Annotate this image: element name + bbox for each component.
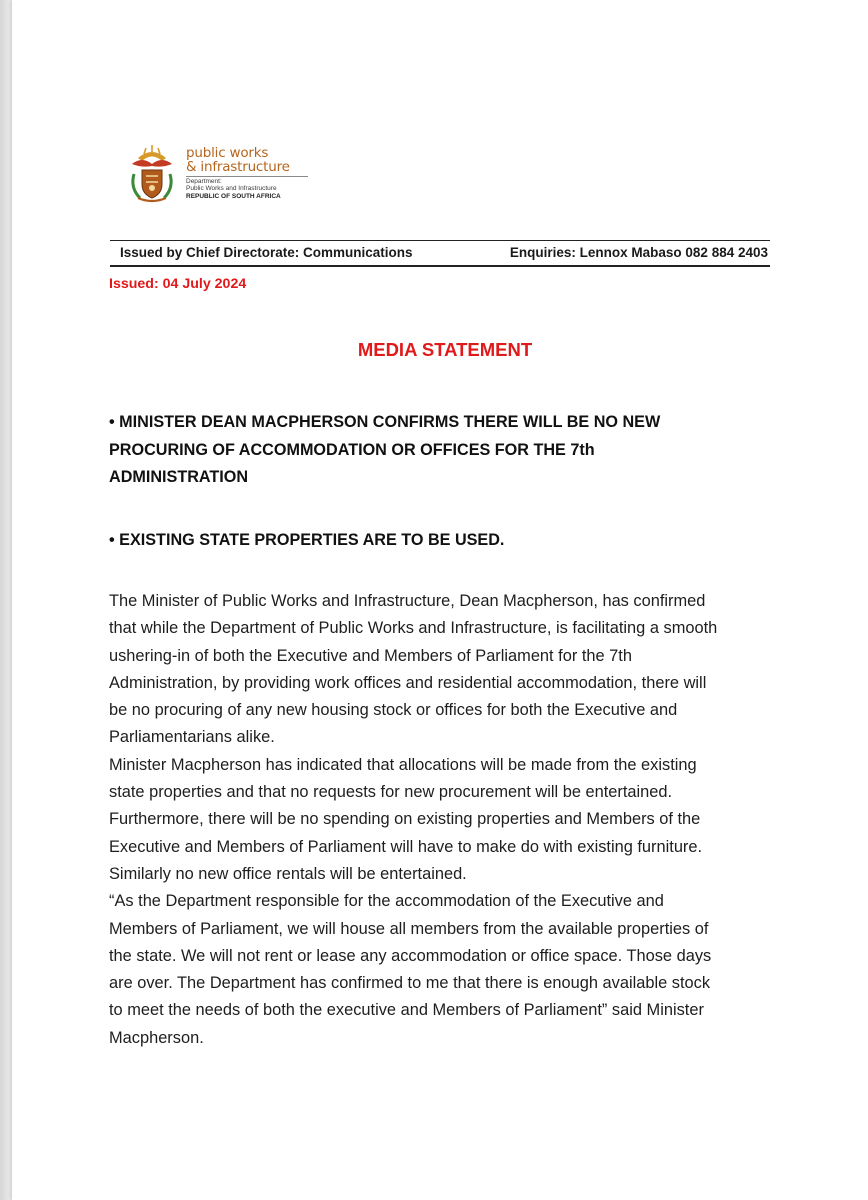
headline-bullet-1: [109, 409, 749, 492]
body-line: to meet the needs of both the executive and Members of Parliament” said Minister: [109, 1001, 704, 1020]
body-line: ushering-in of both the Executive and Members of Parliament for the 7th: [109, 646, 632, 665]
body-line: that while the Department of Public Works and Infrastructure, is facilitating a smooth: [109, 619, 718, 638]
logo-department-text: [186, 178, 281, 200]
body-line: Administration, by providing work offices and residential accommodation, there will: [109, 673, 707, 692]
document-title: MEDIA STATEMENT: [357, 339, 533, 360]
bullet-1-line: PROCURING OF ACCOMMODATION OR OFFICES FOR THE 7th: [109, 440, 595, 459]
department-logo: [124, 136, 334, 208]
coat-of-arms-icon: [124, 144, 180, 204]
body-line: state properties and that no requests for new procurement will be entertained.: [109, 783, 673, 802]
enquiries-text: Enquiries: Lennox Mabaso 082 884 2403: [509, 245, 768, 260]
issued-bar: [110, 240, 770, 267]
body-line: be no procuring of any new housing stock or offices for both the Executive and: [109, 701, 678, 720]
headline-bullet-2: [109, 527, 749, 555]
body-line: are over. The Department has confirmed to me that there is enough available stock: [109, 974, 711, 993]
body-line: “As the Department responsible for the accommodation of the Executive and: [109, 892, 664, 911]
logo-wordmark: [186, 146, 290, 174]
logo-dept-line-1: Department:: [186, 178, 222, 185]
bullet-2-line: • EXISTING STATE PROPERTIES ARE TO BE USED.: [109, 531, 505, 549]
statement-body: [109, 588, 789, 1052]
page-edge: [0, 0, 12, 1200]
body-line: Members of Parliament, we will house all members from the available properties of: [109, 919, 709, 938]
logo-divider: [186, 176, 308, 177]
logo-dept-line-3: REPUBLIC OF SOUTH AFRICA: [186, 192, 281, 200]
issued-date: Issued: 04 July 2024: [109, 276, 247, 292]
bullet-1-line: • MINISTER DEAN MACPHERSON CONFIRMS THERE WILL BE NO NEW: [109, 413, 661, 431]
document-page: [12, 0, 868, 1200]
body-line: Minister Macpherson has indicated that allocations will be made from the existing: [109, 755, 697, 774]
body-line: Macpherson.: [109, 1028, 204, 1047]
body-line: The Minister of Public Works and Infrastructure, Dean Macpherson, has confirmed: [109, 592, 706, 610]
logo-title-line-2: & infrastructure: [186, 159, 290, 175]
body-line: Similarly no new office rentals will be entertained.: [109, 864, 467, 883]
body-line: Furthermore, there will be no spending on existing properties and Members of the: [109, 810, 701, 829]
logo-dept-line-2: Public Works and Infrastructure: [186, 185, 277, 193]
issued-by-text: Issued by Chief Directorate: Communications: [120, 245, 413, 260]
body-line: Executive and Members of Parliament will have to make do with existing furniture.: [109, 837, 703, 856]
bullet-1-line: ADMINISTRATION: [109, 468, 249, 486]
body-line: the state. We will not rent or lease any accommodation or office space. Those days: [109, 946, 712, 965]
logo-title-line-1: public works: [186, 145, 269, 161]
body-line: Parliamentarians alike.: [109, 728, 275, 747]
